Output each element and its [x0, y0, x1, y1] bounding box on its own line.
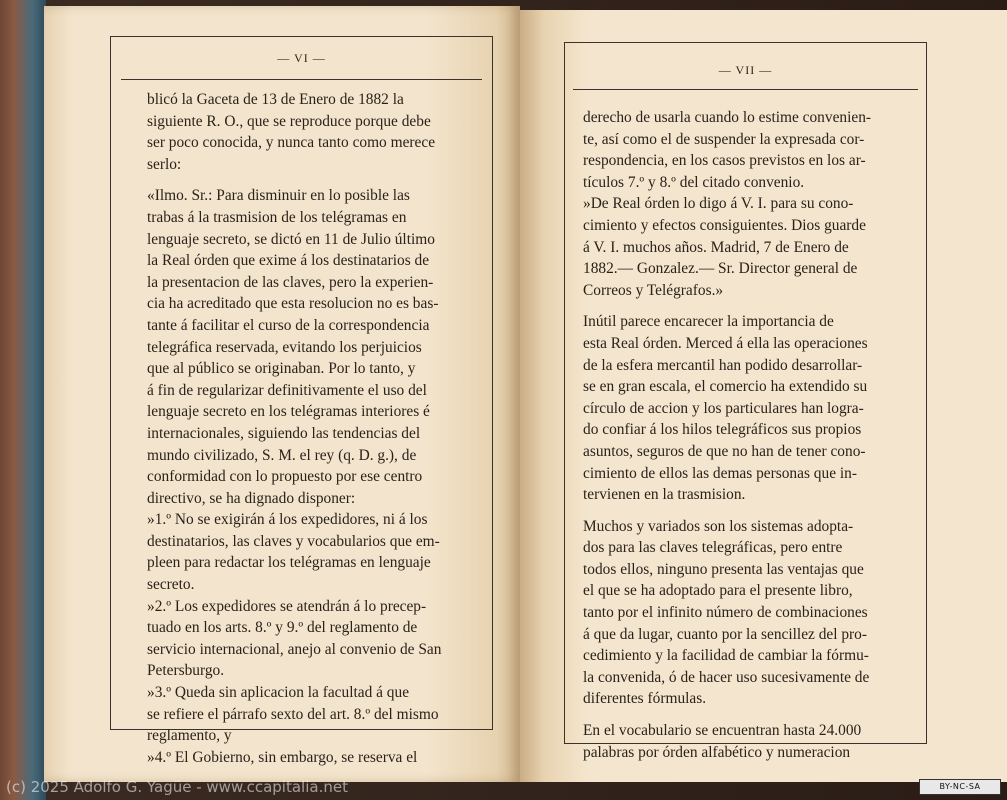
text-line: Muchos y variados son los sistemas adopta-: [583, 517, 854, 535]
text-line: blicó la Gaceta de 13 de Enero de 1882 la: [147, 91, 404, 108]
text-line: tervienen en la trasmision.: [583, 486, 746, 504]
text-line: Correos y Telégrafos.»: [583, 281, 724, 299]
text-line: Petersburgo.: [147, 662, 225, 680]
text-line: »1.º No se exigirán á los expedidores, ni á los: [147, 511, 428, 529]
text-line: cimiento de ellos las demas personas que in-: [583, 464, 857, 482]
text-line: directivo, se ha dignado disponer:: [147, 489, 356, 507]
text-line: el que se ha adoptado para el presente libro,: [583, 582, 853, 600]
text-line: »De Real órden lo digo á V. I. para su cono-: [583, 195, 854, 213]
text-line: mundo civilizado, S. M. el rey (q. D. g.), de: [147, 446, 417, 464]
text-line: lenguaje secreto, se dictó en 11 de Julio último: [147, 230, 435, 248]
text-line: tuado en los arts. 8.º y 9.º del reglamento de: [147, 619, 418, 637]
copyright-watermark: (c) 2025 Adolfo G. Yagüe - www.ccapitalia.net: [6, 778, 348, 796]
text-line: cimiento y efectos consiguientes. Dios guarde: [583, 216, 866, 234]
cc-license-badge[interactable]: BY-NC-SA: [919, 779, 1001, 795]
text-line: la presentacion de las claves, pero la experien-: [147, 273, 434, 291]
text-line: «Ilmo. Sr.: Para disminuir en lo posible las: [147, 187, 410, 205]
text-line: tante á facilitar el curso de la correspondencia: [147, 316, 430, 334]
text-line: servicio internacional, anejo al convenio de San: [147, 640, 442, 658]
text-line: círculo de accion y los particulares han logra-: [583, 399, 864, 417]
text-line: »4.º El Gobierno, sin embargo, se reserva el: [147, 748, 418, 766]
text-line: telegráfica reservada, evitando los perjuicios: [147, 338, 422, 356]
text-line: la convenida, ó de hacer uso sucesivamente de: [583, 668, 870, 686]
right-page-frame: [564, 42, 927, 761]
text-line: siguiente R. O., que se reproduce porque debe: [147, 112, 431, 130]
left-page-number: — VI —: [277, 51, 326, 65]
text-line: á que da lugar, cuanto por la sencillez del pro-: [583, 625, 867, 643]
right-header-rule: [573, 89, 918, 90]
text-line: derecho de usarla cuando lo estime convenien-: [583, 109, 872, 126]
left-page: [44, 6, 520, 782]
right-page-number: — VII —: [718, 63, 773, 77]
left-page-text: [147, 89, 479, 768]
book-cover-edge: [0, 0, 46, 800]
text-line: lenguaje secreto en los telégramas interiores é: [147, 403, 430, 421]
right-page-text: [583, 107, 911, 763]
text-line: se refiere el párrafo sexto del art. 8.º del mismo: [147, 705, 439, 723]
paragraph-gap: [583, 301, 911, 311]
text-line: cia ha acreditado que esta resolucion no es bas-: [147, 295, 439, 313]
text-line: á fin de regularizar definitivamente el uso del: [147, 381, 427, 399]
text-line: trabas á la trasmision de los telégramas en: [147, 208, 407, 226]
text-line: se en gran escala, el comercio ha extendido su: [583, 378, 868, 396]
text-line: 1882.— Gonzalez.— Sr. Director general de: [583, 260, 858, 278]
text-line: la Real órden que exime á los destinatarios de: [147, 252, 430, 270]
text-line: conformidad con lo propuesto por ese centro: [147, 468, 423, 486]
text-line: cedimiento y la facilidad de cambiar la fórmu-: [583, 647, 869, 665]
text-line: respondencia, en los casos previstos en los ar-: [583, 152, 866, 170]
text-line: »2.º Los expedidores se atendrán á lo precep-: [147, 597, 427, 615]
text-line: todos ellos, ninguno presenta las ventajas que: [583, 560, 864, 578]
left-header-rule: [121, 79, 482, 80]
paragraph-gap: [147, 175, 479, 185]
text-line: tículos 7.º y 8.º del citado convenio.: [583, 173, 805, 191]
text-line: serlo:: [147, 155, 182, 173]
text-line: secreto.: [147, 576, 195, 594]
text-line: tanto por el infinito número de combinaciones: [583, 604, 868, 622]
text-line: palabras por órden alfabético y numeracion: [583, 743, 851, 761]
paragraph-gap: [583, 506, 911, 516]
text-line: destinatarios, las claves y vocabularios que em-: [147, 532, 440, 550]
text-line: internacionales, siguiendo las tendencias del: [147, 424, 421, 442]
text-line: que al público se originaban. Por lo tanto, y: [147, 360, 416, 378]
text-line: de la esfera mercantil han podido desarrollar-: [583, 356, 863, 374]
text-line: ser poco conocida, y nunca tanto como merece: [147, 134, 436, 152]
text-line: esta Real órden. Merced á ella las operaciones: [583, 334, 868, 352]
text-line: »3.º Queda sin aplicacion la facultad á que: [147, 684, 410, 702]
text-line: diferentes fórmulas.: [583, 690, 707, 708]
text-line: do confiar á los hilos telegráficos sus propios: [583, 421, 862, 439]
right-page: [520, 10, 1007, 782]
text-line: En el vocabulario se encuentran hasta 24.000: [583, 722, 862, 740]
text-line: te, así como el de suspender la expresada cor-: [583, 130, 865, 148]
left-page-frame: [110, 36, 493, 766]
text-line: á V. I. muchos años. Madrid, 7 de Enero de: [583, 238, 849, 256]
text-line: dos para las claves telegráficas, pero entre: [583, 539, 843, 557]
text-line: pleen para redactar los telégramas en lenguaje: [147, 554, 431, 572]
text-line: asuntos, seguros de que no han de tener cono-: [583, 442, 866, 460]
paragraph-gap: [583, 710, 911, 720]
text-line: reglamento, y: [147, 727, 232, 745]
text-line: Inútil parece encarecer la importancia de: [583, 313, 834, 331]
